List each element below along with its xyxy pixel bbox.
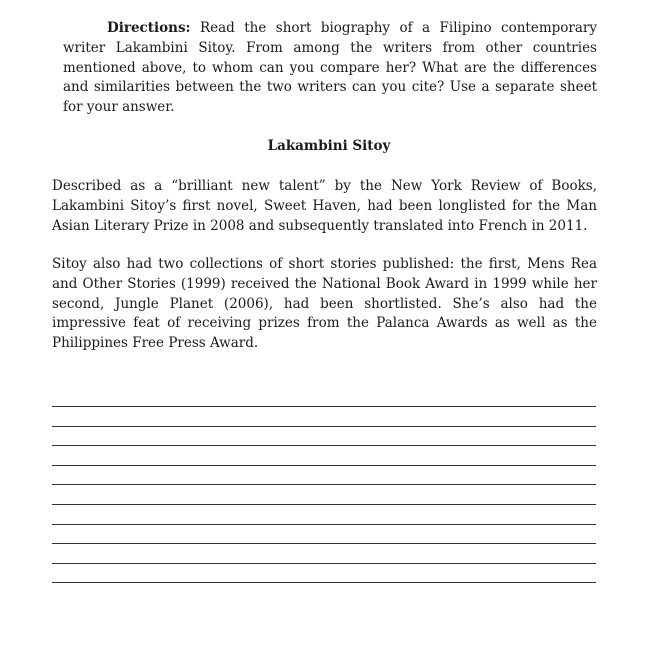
answer-line (52, 525, 596, 545)
biography-paragraph-1: Described as a “brilliant new talent” by the New York Review of Books, Lakambini Sitoy’s first novel, Sweet Haven, had been longlisted for the Man Asian Literary Prize in 2008 and subsequently translated into French in 2011. (52, 178, 597, 234)
answer-lines (52, 390, 596, 583)
answer-line (52, 564, 596, 584)
answer-line (52, 466, 596, 486)
directions-text: Read the short biography of a Filipino contemporary writer Lakambini Sitoy. From among the writers from other countries mentioned above, to whom can you compare her? What are the differences and similarities between the two writers can you cite? Use a separate sheet for your answer. (63, 20, 597, 116)
answer-line (52, 544, 596, 564)
answer-line (52, 390, 596, 407)
answer-line (52, 446, 596, 466)
biography-paragraph-2: Sitoy also had two collections of short stories published: the first, Mens Rea and Other Stories (1999) received the National Book Award in 1999 while her second, Jungle Planet (2006), had been shortlisted. She’s also had the impressive feat of receiving prizes from the Palanca Awards as well as the Philippines Free Press Award. (52, 256, 597, 352)
directions-label: Directions: (107, 20, 191, 36)
answer-line (52, 485, 596, 505)
directions-block (63, 19, 597, 118)
answer-line (52, 505, 596, 525)
answer-line (52, 407, 596, 427)
biography-title: Lakambini Sitoy (267, 138, 391, 154)
answer-line (52, 427, 596, 447)
